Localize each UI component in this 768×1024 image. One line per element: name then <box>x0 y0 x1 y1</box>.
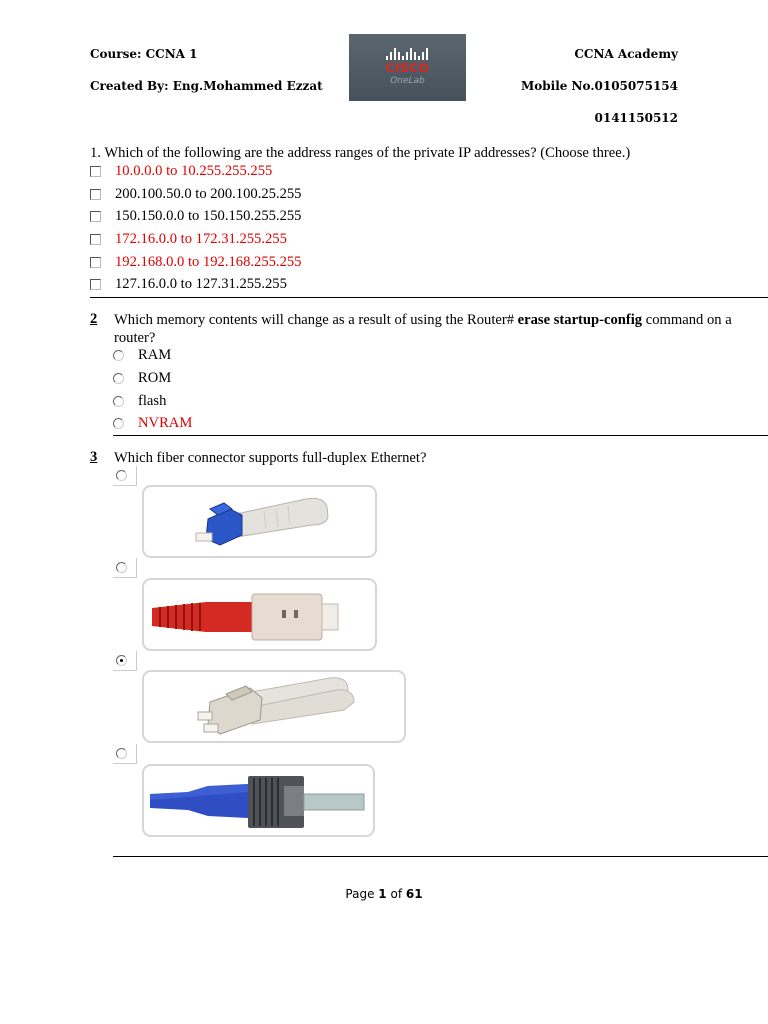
checkbox-icon[interactable] <box>90 166 101 177</box>
q3-text: Which fiber connector supports full-duplex Ethernet? <box>114 450 427 466</box>
q3-option-1-radio[interactable] <box>113 466 137 486</box>
q2-option-rom[interactable] <box>113 368 171 388</box>
q1-text: 1. Which of the following are the address ranges of the private IP addresses? (Choose three.) <box>90 145 631 161</box>
sc-connector-image[interactable] <box>142 578 377 651</box>
q1-option-label: 200.100.50.0 to 200.100.25.255 <box>115 185 302 202</box>
q2-option-label: ROM <box>138 369 172 386</box>
checkbox-icon[interactable] <box>90 279 101 290</box>
q2-option-nvram[interactable] <box>113 413 192 433</box>
divider <box>113 435 768 436</box>
cisco-logo <box>349 34 466 101</box>
q1-option-3[interactable] <box>90 206 301 226</box>
of-word: of <box>390 887 403 901</box>
q2-text <box>114 311 758 347</box>
page-total: 61 <box>405 887 423 901</box>
q1-option-4[interactable] <box>90 229 287 249</box>
q2-text-part: Which memory contents will change as a result of using the Router# <box>114 312 518 328</box>
divider <box>90 297 768 298</box>
q1-option-6[interactable] <box>90 274 287 294</box>
lc-simplex-connector-image[interactable] <box>142 485 377 558</box>
q1-option-2[interactable] <box>90 184 301 204</box>
academy-label: CCNA Academy <box>574 47 678 61</box>
radio-icon[interactable] <box>113 350 124 361</box>
radio-icon[interactable] <box>113 373 124 384</box>
cisco-logo-subtext: OneLab <box>390 76 425 86</box>
q1-option-label: 192.168.0.0 to 192.168.255.255 <box>115 253 302 270</box>
q2-option-ram[interactable] <box>113 345 171 365</box>
q1-option-label: 172.16.0.0 to 172.31.255.255 <box>115 230 287 247</box>
q2-option-label: RAM <box>138 346 172 363</box>
q1-option-5[interactable] <box>90 252 301 272</box>
course-label: Course: CCNA 1 <box>90 47 198 61</box>
checkbox-icon[interactable] <box>90 211 101 222</box>
author-label: Created By: Eng.Mohammed Ezzat <box>90 79 323 93</box>
checkbox-icon[interactable] <box>90 234 101 245</box>
q2-command: erase startup-config <box>517 312 643 328</box>
lc-duplex-connector-image[interactable] <box>142 670 406 743</box>
q1-option-1[interactable] <box>90 161 272 181</box>
lc-duplex-connector-icon <box>144 672 404 741</box>
sc-red-connector-icon <box>144 580 375 649</box>
mobile2-label: 0141150512 <box>594 111 678 125</box>
q2-option-label: flash <box>138 392 167 409</box>
radio-icon[interactable] <box>116 748 127 759</box>
radio-icon[interactable] <box>116 470 127 481</box>
lc-blue-connector-icon <box>144 487 375 556</box>
q3-option-2-radio[interactable] <box>113 558 137 578</box>
radio-icon[interactable] <box>113 396 124 407</box>
checkbox-icon[interactable] <box>90 189 101 200</box>
radio-icon[interactable] <box>116 562 127 573</box>
st-connector-image[interactable] <box>142 764 375 837</box>
q1-option-label: 10.0.0.0 to 10.255.255.255 <box>115 162 273 179</box>
page-word: Page <box>345 887 375 901</box>
q2-option-label: NVRAM <box>138 414 193 431</box>
radio-icon[interactable] <box>113 418 124 429</box>
q1-option-label: 127.16.0.0 to 127.31.255.255 <box>115 275 287 292</box>
q2-number: 2 <box>90 311 98 327</box>
cisco-logo-text: CISCO <box>385 61 430 75</box>
q2-option-flash[interactable] <box>113 391 166 411</box>
divider <box>113 856 768 857</box>
page-indicator <box>0 887 768 901</box>
q3-option-3-radio[interactable] <box>113 651 137 671</box>
q3-number: 3 <box>90 449 98 465</box>
checkbox-icon[interactable] <box>90 257 101 268</box>
q1-option-label: 150.150.0.0 to 150.150.255.255 <box>115 207 302 224</box>
st-blue-connector-icon <box>144 766 373 835</box>
radio-selected-icon[interactable] <box>116 655 127 666</box>
page-number: 1 <box>378 887 387 901</box>
q2-text-part: command on a router? <box>114 312 732 346</box>
mobile-label: Mobile No.0105075154 <box>520 79 678 93</box>
q3-option-4-radio[interactable] <box>113 744 137 764</box>
